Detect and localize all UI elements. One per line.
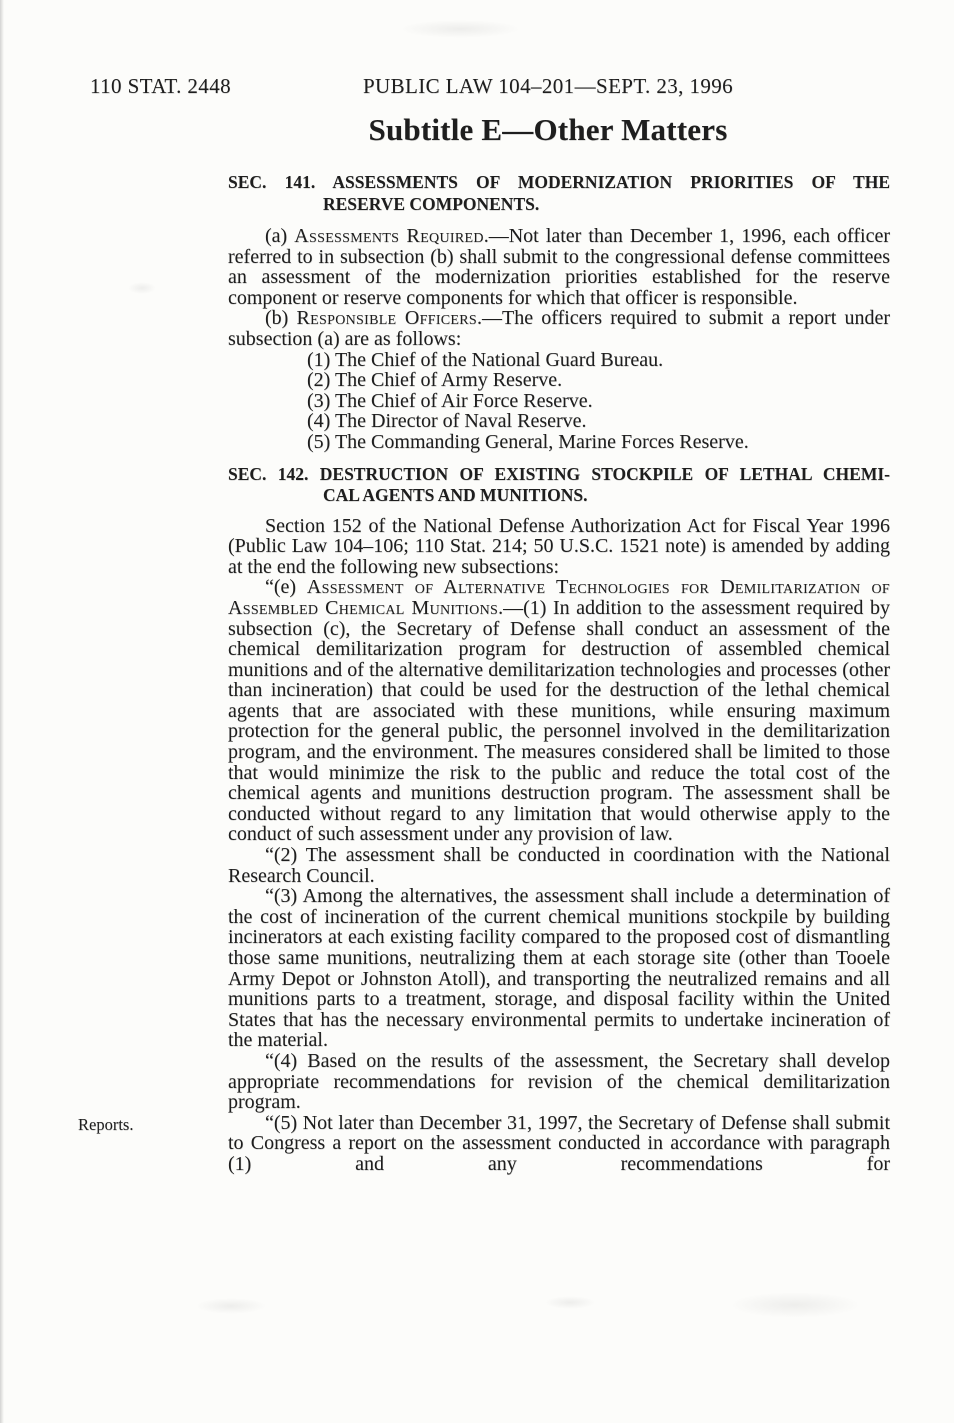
running-header-law-title: PUBLIC LAW 104–201—SEPT. 23, 1996 xyxy=(362,74,734,98)
list-item: (2) The Chief of Army Reserve. xyxy=(307,369,563,392)
sec-142-intro-para: Section 152 of the National Defense Authorization Act for Fiscal Year 1996 (Public Law 104–106; 110 Stat. 214; 50 U.S.C. 1521 note) is amended by adding at the end the following new subsections: xyxy=(228,514,890,578)
sec-141-heading-line2: RESERVE COMPONENTS. xyxy=(323,193,540,214)
margin-note-reports: Reports. xyxy=(78,1114,134,1134)
sec-141-heading xyxy=(228,172,890,215)
sec-141-para-b xyxy=(228,308,890,349)
para-e-text: .—(1) In addition to the assessment required by subsection (c), the Secretary of Defense shall conduct an assessment of the chemical demilitarization program for destruction of assembled chemical munitions and of the alternative demilitarization technologies and processes (other than incineration) that could be used for the destruction of the lethal chemical agents that are associated with these munitions, while ensuring maximum protection for the general public, the personnel involved in the demilitarization program, and the environment. The measures considered shall be limited to those that would minimize the risk to the public and reduce the total cost of the chemical agents and munitions destruction program. The assessment shall be conducted without regard to any limitation that would otherwise apply to the conduct of such assessment under any provision of law. xyxy=(228,596,890,846)
list-item: (4) The Director of Naval Reserve. xyxy=(307,410,587,433)
para-b-number: (b) xyxy=(265,307,297,330)
para-b-smallcaps-title: Responsible Officers xyxy=(296,307,477,330)
scan-artifact xyxy=(545,1296,595,1309)
sec-141-officer-list xyxy=(228,350,890,453)
sec-142-para-e xyxy=(228,577,890,845)
para-a-text: .—Not later than December 1, 1996, each officer referred to in subsection (b) shall submit to the congressional defense committees an assessment of the modernization priorities established for the reserve component or reserve components for which that officer is responsible. xyxy=(228,225,890,309)
sec-142-para-4: “(4) Based on the results of the assessment, the Secretary shall develop appropriate recommendations for revision of the chemical demilitarization program. xyxy=(228,1049,890,1114)
para-5-text: “(5) Not later than December 31, 1997, the Secretary of Defense shall submit to Congress a report on the assessment conducted in accordance with paragraph (1) and any recommendations for xyxy=(228,1111,890,1175)
sec-142-para-5 xyxy=(78,1111,890,1175)
sec-141-heading-line1: SEC. 141. ASSESSMENTS OF MODERNIZATION PRIORITIES OF THE xyxy=(228,172,890,192)
sec-141-para-a xyxy=(228,226,890,308)
sec-142-heading-line2: CAL AGENTS AND MUNITIONS. xyxy=(323,485,588,506)
scan-edge-shadow xyxy=(0,0,4,1423)
sec-142-para-2: “(2) The assessment shall be conducted in coordination with the National Research Council. xyxy=(228,844,890,887)
para-e-number: “(e) xyxy=(265,576,307,599)
para-e-smallcaps-title: Assessment of Alternative Technologies for Demilitarization of Assembled Chemical Munitions xyxy=(228,576,891,619)
sec-142-para-3: “(3) Among the alternatives, the assessment shall include a determination of the cost of incineration of the current chemical munitions stockpile by building incinerators at each existing facility compared to the proposed cost of dismantling those same munitions, neutralizing them at each storage site (other than Tooele Army Depot or Johnston Atoll), and transporting the neutralized remains and all munitions parts to a treatment, storage, and disposal facility within the United States that has the necessary environmental permits to undertake incineration of the material. xyxy=(228,885,890,1052)
list-item: (3) The Chief of Air Force Reserve. xyxy=(307,389,593,412)
scan-artifact xyxy=(128,282,156,294)
sec-142-heading xyxy=(228,464,890,507)
list-item: (1) The Chief of the National Guard Bureau. xyxy=(307,348,664,371)
para-b-text: .—The officers required to submit a report under subsection (a) are as follows: xyxy=(228,307,891,350)
scan-artifact xyxy=(730,1292,860,1318)
list-item: (5) The Commanding General, Marine Forces Reserve. xyxy=(307,430,749,453)
scan-artifact xyxy=(400,20,520,38)
sec-142-heading-line1: SEC. 142. DESTRUCTION OF EXISTING STOCKPILE OF LETHAL CHEMI- xyxy=(228,463,890,484)
scan-artifact xyxy=(196,1298,266,1314)
para-a-number: (a) xyxy=(265,225,295,247)
stat-page-number: 110 STAT. 2448 xyxy=(90,74,232,98)
subtitle-heading: Subtitle E—Other Matters xyxy=(368,112,728,147)
body-column xyxy=(78,172,891,1175)
para-a-smallcaps-title: Assessments Required xyxy=(294,225,484,247)
